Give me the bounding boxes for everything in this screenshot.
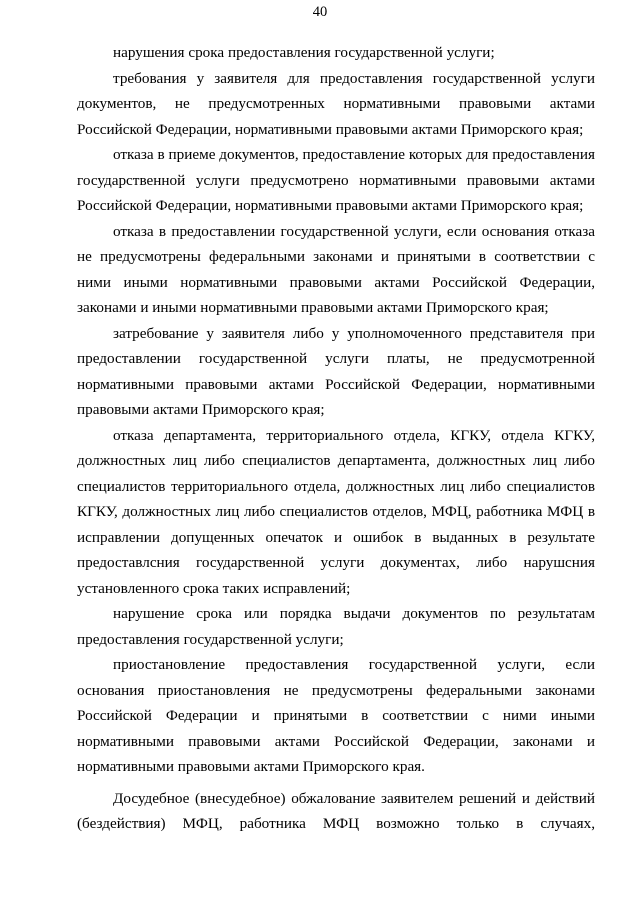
paragraph-fee-demand: затребование у заявителя либо у уполномоченного представителя при предоставлении государственной услуги платы, не предусмотренной нормативными правовыми актами Российской Федерации, нормативными правовыми актами Приморского края; bbox=[77, 324, 595, 418]
paragraph-violation-deadline: нарушения срока предоставления государственной услуги; bbox=[113, 44, 495, 61]
document-body bbox=[77, 40, 595, 837]
page-number: 40 bbox=[312, 4, 328, 20]
paragraph-suspension: приостановление предоставления государственной услуги, если основания приостановления не предусмотрены федеральными законами Российской Федерации и принятыми в соответствии с ними иными нормативными правовыми актами Российской Федерации, законами и нормативными правовыми актами Приморского края. bbox=[77, 656, 595, 775]
paragraph-extra-documents: требования у заявителя для предоставления государственной услуги документов, не предусмотренных нормативными правовыми актами Российской Федерации, нормативными правовыми актами Приморского края; bbox=[77, 69, 595, 138]
paragraph-pretrial-appeal: Досудебное (внесудебное) обжалование заявителем решений и действий (бездействия) МФЦ, работника МФЦ возможно только в случаях, bbox=[77, 789, 595, 832]
paragraph-refusal-corrections: отказа департамента, территориального отдела, КГКУ, отдела КГКУ, должностных лиц либо специалистов департамента, должностных лиц либо специалистов территориального отдела, должностных лиц либо специалистов КГКУ, должностных лиц либо специалистов отделов, МФЦ, работника МФЦ в исправлении допущенных опечаток и ошибок в выданных в результате предоставлсния государственной услуги документах, либо нарушсния установленного срока таких исправлений; bbox=[77, 426, 595, 597]
paragraph-issuance-violation: нарушение срока или порядка выдачи документов по результатам предоставления государственной услуги; bbox=[77, 605, 595, 648]
paragraph-refusal-acceptance: отказа в приеме документов, предоставление которых для предоставления государственной услуги предусмотрено нормативными правовыми актами Российской Федерации, нормативными правовыми актами Приморского края; bbox=[77, 146, 595, 214]
paragraph-refusal-provision: отказа в предоставлении государственной услуги, если основания отказа не предусмотрены федеральными законами и принятыми в соответствии с ними иными нормативными правовыми актами Российской Федерации, законами и иными нормативными правовыми актами Приморского края; bbox=[77, 222, 595, 316]
